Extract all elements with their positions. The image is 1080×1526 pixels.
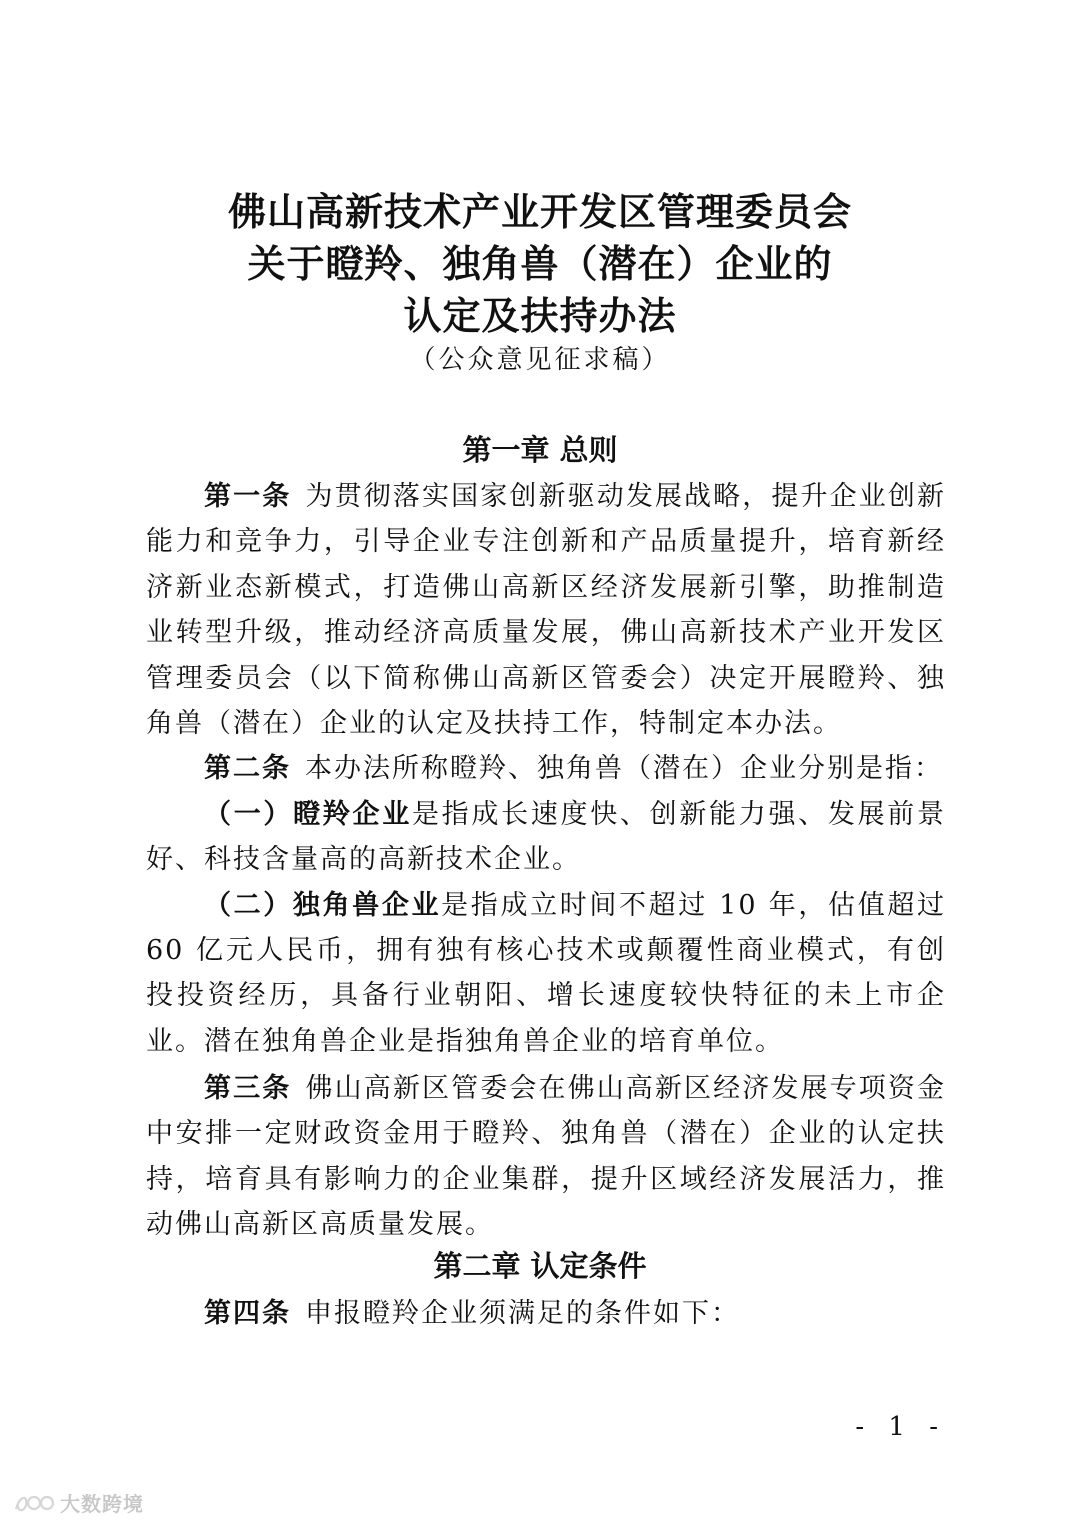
- item-1-text: 是指成长速度快、创新能力强、发展前景好、科技含量高的高新技术企业。: [146, 798, 947, 876]
- watermark-text: 大数跨境: [60, 1492, 144, 1516]
- article-2-text: 本办法所称瞪羚、独角兽（潜在）企业分别是指：: [305, 753, 943, 785]
- article-4: [146, 1291, 946, 1336]
- watermark: [12, 1488, 144, 1517]
- page-number: - 1 -: [855, 1412, 946, 1442]
- document-title: [0, 186, 1080, 342]
- article-4-label: 第四条: [204, 1298, 291, 1329]
- title-line-2: 关于瞪羚、独角兽（潜在）企业的: [247, 242, 833, 286]
- article-1-text: 为贯彻落实国家创新驱动发展战略，提升企业创新能力和竞争力，引导企业专注创新和产品质量提升，培育新经济新业态新模式，打造佛山高新区经济发展新引擎，助推制造业转型升级，推动经济高质量发展，佛山高新技术产业开发区管理委员会（以下简称佛山高新区管委会）决定开展瞪羚、独角兽（潜在）企业的认定及扶持工作，特制定本办法。: [146, 481, 947, 740]
- watermark-logo-icon: [12, 1491, 56, 1515]
- article-2-item-1: [146, 792, 946, 883]
- chapter-1-heading: 第一章 总则: [462, 433, 618, 467]
- article-2-label: 第二条: [204, 753, 291, 785]
- chapter-2-heading: 第二章 认定条件: [433, 1249, 647, 1283]
- article-1: [146, 474, 946, 746]
- item-1-label: （一）瞪羚企业: [204, 798, 412, 830]
- article-1-label: 第一条: [204, 481, 292, 512]
- item-2-text: 是指成立时间不超过 10 年，估值超过 60 亿元人民币，拥有独有核心技术或颠覆性商业模式，有创投投资经历，具备行业朝阳、增长速度较快特征的未上市企业。潜在独角兽企业是指独角兽企业的培育单位。: [146, 889, 946, 1057]
- item-2-label: （二）独角兽企业: [204, 889, 442, 921]
- document-subtitle: （公众意见征求稿）: [409, 345, 671, 375]
- article-2-item-2: [146, 883, 946, 1065]
- article-4-text: 申报瞪羚企业须满足的条件如下：: [305, 1298, 740, 1329]
- chapter-1-body-continued: [146, 1066, 946, 1248]
- article-3-label: 第三条: [204, 1073, 292, 1104]
- article-3-text: 佛山高新区管委会在佛山高新区经济发展专项资金中安排一定财政资金用于瞪羚、独角兽（潜在）企业的认定扶持，培育具有影响力的企业集群，提升区域经济发展活力，推动佛山高新区高质量发展。: [146, 1073, 947, 1241]
- article-3: [146, 1066, 946, 1248]
- title-line-3: 认定及扶持办法: [403, 294, 677, 338]
- chapter-2-body: [146, 1291, 946, 1336]
- article-2: [146, 746, 946, 791]
- title-line-1: 佛山高新技术产业开发区管理委员会: [227, 190, 852, 234]
- chapter-1-body: [146, 474, 946, 1064]
